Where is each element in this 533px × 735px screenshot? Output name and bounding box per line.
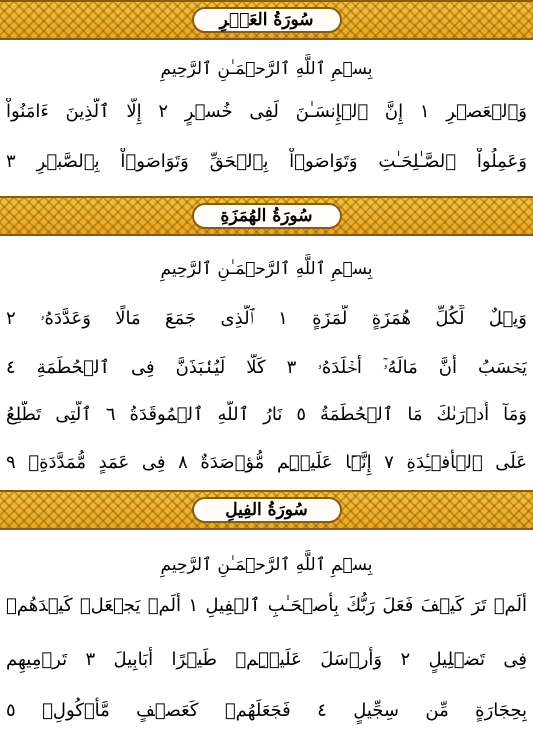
basmala: بِسۡمِ ٱللَّهِ ٱلرَّحۡمَـٰنِ ٱلرَّحِيمِ <box>160 555 373 575</box>
verse-line: وَعَمِلُواْ ٱلصَّـٰلِحَـٰتِ وَتَوَاصَوۡاْ بِٱلۡحَقِّ وَتَوَاصَوۡاْ بِٱلصَّبۡرِ ٣ <box>6 151 527 172</box>
verse-line: يَحۡسَبُ أَنَّ مَالَهُۥٓ أَخۡلَدَهُۥ ٣ كَلَّا لَيُنۢبَذَنَّ فِى ٱلۡحُطَمَةِ ٤ <box>6 357 527 378</box>
verse-line: أَلَمۡ تَرَ كَيۡفَ فَعَلَ رَبُّكَ بِأَصۡحَـٰبِ ٱلۡفِيلِ ١ أَلَمۡ يَجۡعَلۡ كَيۡدَهُمۡ <box>6 595 527 616</box>
surah-title: سُورَةُ الفِيلِ <box>192 497 342 523</box>
surah-title: سُورَةُ العَصۡرِ <box>192 7 342 33</box>
surah-title: سُورَةُ الهُمَزَةِ <box>192 203 342 229</box>
verse-line: بِحِجَارَةٍ مِّن سِجِّيلٍ ٤ فَجَعَلَهُمۡ كَعَصۡفٍ مَّأۡكُولِۭ ٥ <box>6 700 527 721</box>
verse-line: عَلَى ٱلۡأَفۡـِٔدَةِ ٧ إِنَّہَا عَلَيۡہِم مُّؤۡصَدَةٌ ٨ فِى عَمَدٍ مُّمَدَّدَةِۭ ٩ <box>6 452 527 473</box>
surah-header-banner <box>0 0 533 40</box>
basmala: بِسۡمِ ٱللَّهِ ٱلرَّحۡمَـٰنِ ٱلرَّحِيمِ <box>160 259 373 279</box>
surah-header-banner <box>0 196 533 236</box>
basmala: بِسۡمِ ٱللَّهِ ٱلرَّحۡمَـٰنِ ٱلرَّحِيمِ <box>160 59 373 79</box>
verse-line: فِى تَضۡلِيلٍ ٢ وَأَرۡسَلَ عَلَيۡہِمۡ طَيۡرًا أَبَابِيلَ ٣ تَرۡمِيهِم <box>6 649 527 670</box>
verse-line: وَيۡلٌ لِّكُلِّ هُمَزَةٍ لُّمَزَةٍ ١ ٱلَّذِى جَمَعَ مَالًا وَعَدَّدَهُۥ ٢ <box>6 308 527 329</box>
surah-header-banner <box>0 490 533 530</box>
verse-line: وَٱلۡعَصۡرِ ١ إِنَّ ٱلۡإِنسَـٰنَ لَفِى خُسۡرٍ ٢ إِلَّا ٱلَّذِينَ ءَامَنُواْ <box>6 101 527 122</box>
verse-line: وَمَآ أَدۡرَٮٰكَ مَا ٱلۡحُطَمَةُ ٥ نَارُ ٱللَّهِ ٱلۡمُوقَدَةُ ٦ ٱلَّتِى تَطَّلِعُ <box>6 404 527 425</box>
